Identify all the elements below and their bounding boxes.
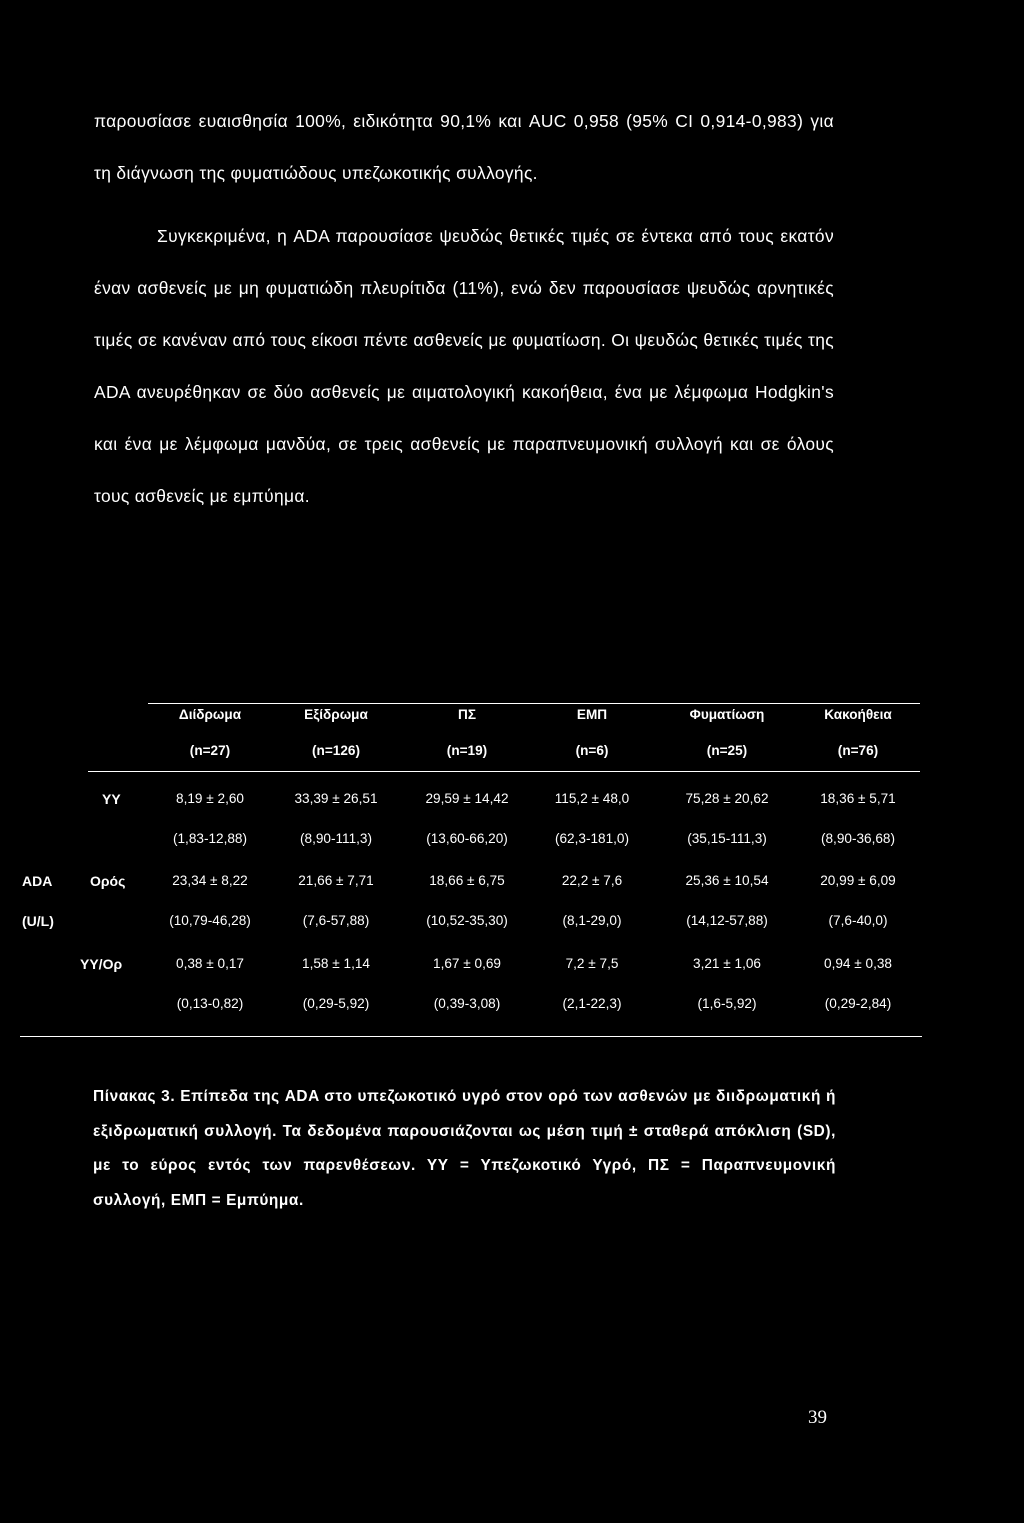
table-cell-mean: 33,39 ± 26,51 — [294, 791, 378, 806]
table-cell-range: (8,1-29,0) — [562, 913, 622, 928]
column-n: (n=76) — [837, 743, 879, 758]
column-header: Κακοήθεια — [824, 707, 892, 722]
column-n: (n=27) — [189, 743, 231, 758]
table-cell-mean: 8,19 ± 2,60 — [176, 791, 244, 806]
table-cell-range: (1,6-5,92) — [697, 996, 757, 1011]
paragraph-1: παρουσίασε ευαισθησία 100%, ειδικότητα 90,1% και AUC 0,958 (95% CI 0,914-0,983) για τη διάγνωση της φυματιώδους υπεζωκοτικής συλλογής. — [94, 111, 834, 183]
row-label-oros: Ορός — [90, 873, 126, 889]
table-bottom-rule — [20, 1036, 922, 1037]
column-header: Διίδρωμα — [178, 707, 242, 722]
table-cell-range: (7,6-40,0) — [828, 913, 888, 928]
table-cell-range: (10,79-46,28) — [169, 913, 251, 928]
column-header: ΕΜΠ — [576, 707, 608, 722]
table-caption: Πίνακας 3. Επίπεδα της ADA στο υπεζωκοτικό υγρό στον ορό των ασθενών με διιδρωματική ή εξιδρωματική συλλογή. Τα δεδομένα παρουσιάζονται ως μέση τιμή ± σταθερά απόκλιση (SD), με το εύρος εντός των παρενθέσεων. ΥΥ = Υπεζωκοτικό Υγρό, ΠΣ = Παραπνευμονική συλλογή, ΕΜΠ = Εμπύημα. — [93, 1088, 836, 1209]
table-cell-mean: 0,38 ± 0,17 — [176, 956, 244, 971]
column-n: (n=25) — [706, 743, 748, 758]
column-n: (n=19) — [446, 743, 488, 758]
table-cell-range: (62,3-181,0) — [554, 831, 630, 846]
unit-label: (U/L) — [22, 913, 54, 929]
table-cell-range: (0,29-5,92) — [302, 996, 370, 1011]
table-cell-range: (1,83-12,88) — [172, 831, 248, 846]
table-cell-range: (0,39-3,08) — [433, 996, 501, 1011]
table-cell-mean: 22,2 ± 7,6 — [561, 873, 623, 888]
table-cell-range: (0,13-0,82) — [176, 996, 244, 1011]
paragraph-2: Συγκεκριμένα, η ADA παρουσίασε ψευδώς θετικές τιμές σε έντεκα από τους εκατόν έναν ασθενείς με μη φυματιώδη πλευρίτιδα (11%), ενώ δεν παρουσίασε ψευδώς αρνητικές τιμές σε κανέναν από τους είκοσι πέντε ασθενείς με φυματίωση. Οι ψευδώς θετικές τιμές της ADA ανευρέθηκαν σε δύο ασθενείς με αιματολογική κακοήθεια, ένα με λέμφωμα Hodgkin's και ένα με λέμφωμα μανδύα, σε τρεις ασθενείς με παραπνευμονική συλλογή και σε όλους τους ασθενείς με εμπύημα. — [94, 226, 834, 506]
table-cell-range: (2,1-22,3) — [562, 996, 622, 1011]
table-cell-mean: 0,94 ± 0,38 — [824, 956, 892, 971]
table-cell-range: (0,29-2,84) — [824, 996, 892, 1011]
row-label-yy-or: ΥΥ/Ορ — [80, 956, 123, 972]
column-header: Φυματίωση — [689, 707, 765, 722]
table-cell-mean: 1,58 ± 1,14 — [302, 956, 370, 971]
column-n: (n=6) — [575, 743, 609, 758]
table-cell-range: (35,15-111,3) — [687, 831, 767, 846]
table-cell-mean: 75,28 ± 20,62 — [685, 791, 769, 806]
table-cell-mean: 7,2 ± 7,5 — [565, 956, 619, 971]
table-cell-mean: 21,66 ± 7,71 — [298, 873, 374, 888]
table-cell-mean: 1,67 ± 0,69 — [433, 956, 501, 971]
table-cell-range: (8,90-36,68) — [820, 831, 896, 846]
column-n: (n=126) — [312, 743, 360, 758]
column-header: ΠΣ — [458, 707, 476, 722]
column-header: Εξίδρωμα — [304, 707, 368, 722]
table-cell-mean: 18,66 ± 6,75 — [429, 873, 505, 888]
table-cell-mean: 20,99 ± 6,09 — [820, 873, 896, 888]
table-cell-mean: 23,34 ± 8,22 — [172, 873, 248, 888]
table-cell-mean: 3,21 ± 1,06 — [693, 956, 761, 971]
table-header-rule — [88, 771, 920, 772]
table-cell-mean: 29,59 ± 14,42 — [425, 791, 509, 806]
table-cell-range: (8,90-111,3) — [299, 831, 373, 846]
table-cell-range: (13,60-66,20) — [426, 831, 508, 846]
row-label-yy: ΥΥ — [102, 791, 121, 807]
table-cell-range: (7,6-57,88) — [302, 913, 370, 928]
table-cell-range: (10,52-35,30) — [426, 913, 508, 928]
ada-label: ADA — [22, 873, 53, 889]
page-number: 39 — [808, 1407, 827, 1428]
table-cell-mean: 25,36 ± 10,54 — [685, 873, 769, 888]
table-cell-mean: 18,36 ± 5,71 — [820, 791, 896, 806]
table-cell-range: (14,12-57,88) — [686, 913, 768, 928]
table-top-rule — [148, 703, 920, 704]
table-cell-mean: 115,2 ± 48,0 — [554, 791, 630, 806]
